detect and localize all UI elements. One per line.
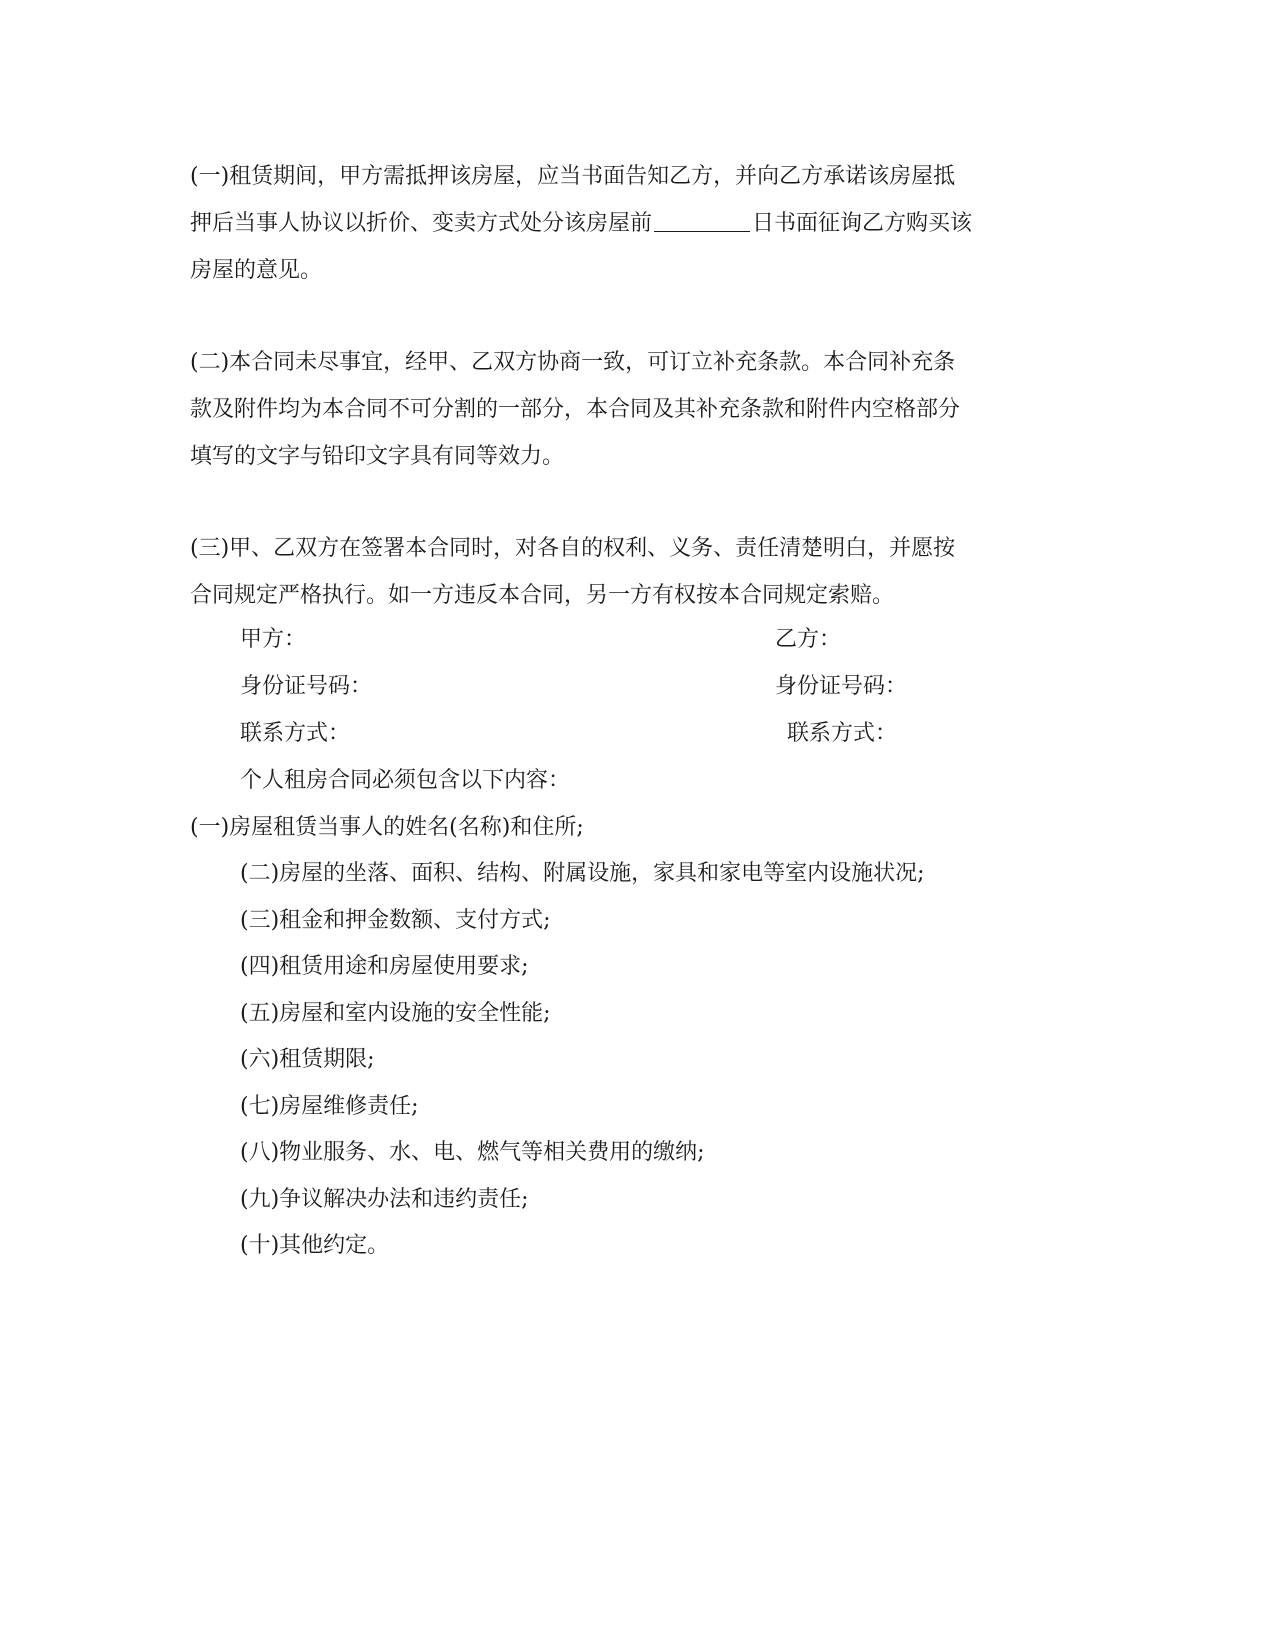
party-a-label: 甲方：: [240, 627, 307, 652]
party-a-contact-label: 联系方式：: [240, 721, 351, 746]
clause-3-line-2: 合同规定严格执行。如一方违反本合同，另一方有权按本合同规定索赔。: [190, 583, 895, 608]
clause-1-line-2: [190, 200, 1070, 247]
clause-1-line-1: (一)租赁期间，甲方需抵押该房屋，应当书面告知乙方，并向乙方承诺该房屋抵: [190, 164, 956, 189]
list-item: (二)房屋的坐落、面积、结构、附属设施，家具和家电等室内设施状况;: [240, 861, 925, 886]
contents-intro: 个人租房合同必须包含以下内容：: [240, 768, 571, 793]
clause-2: [190, 339, 1070, 480]
list-item: (十)其他约定。: [240, 1233, 390, 1258]
list-item: (六)租赁期限;: [240, 1047, 375, 1072]
list-item: (三)租金和押金数额、支付方式;: [240, 908, 551, 933]
list-item: (八)物业服务、水、电、燃气等相关费用的缴纳;: [240, 1140, 705, 1165]
clause-3: [190, 525, 1070, 619]
clause-1: [190, 153, 1070, 294]
list-item: (七)房屋维修责任;: [240, 1094, 419, 1119]
clause-2-line-1: (二)本合同未尽事宜，经甲、乙双方协商一致，可订立补充条款。本合同补充条: [190, 350, 956, 375]
clause-2-line-3: 填写的文字与铅印文字具有同等效力。: [190, 444, 565, 469]
party-a-id-label: 身份证号码：: [240, 674, 373, 699]
list-item: (四)租赁用途和房屋使用要求;: [240, 954, 529, 979]
party-b-id-label: 身份证号码：: [775, 674, 908, 699]
party-b-contact-label: 联系方式：: [787, 721, 898, 746]
party-b-label: 乙方：: [775, 627, 842, 652]
list-item: (五)房屋和室内设施的安全性能;: [240, 1001, 551, 1026]
clause-1-line-2-after-blank: 日书面征询乙方购买该: [752, 211, 973, 236]
clause-1-line-2-before-blank: 押后当事人协议以折价、变卖方式处分该房屋前: [190, 211, 653, 236]
fill-in-blank: [654, 211, 750, 232]
clause-1-line-3: 房屋的意见。: [190, 258, 323, 283]
clause-3-line-1: (三)甲、乙双方在签署本合同时，对各自的权利、义务、责任清楚明白，并愿按: [190, 536, 956, 561]
list-item: (九)争议解决办法和违约责任;: [240, 1187, 529, 1212]
clause-2-line-2: 款及附件均为本合同不可分割的一部分，本合同及其补充条款和附件内空格部分: [190, 397, 961, 422]
list-item: (一)房屋租赁当事人的姓名(名称)和住所;: [190, 815, 584, 840]
